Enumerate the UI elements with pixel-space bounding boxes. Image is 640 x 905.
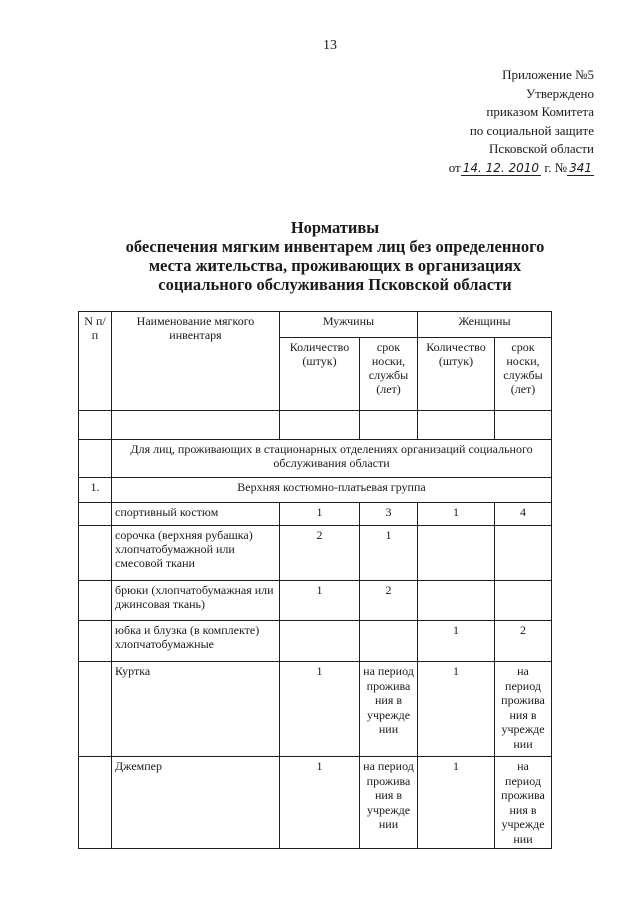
table-row <box>79 621 552 662</box>
order-label: приказом Комитета <box>486 104 594 119</box>
group-row <box>79 478 552 503</box>
header-number: N п/п <box>79 312 112 411</box>
appendix-label: Приложение №5 <box>502 67 594 82</box>
item-name: Джемпер <box>112 757 280 849</box>
men-term: 3 <box>360 503 418 526</box>
item-name: брюки (хлопчатобумажная или джинсовая ткань) <box>112 581 280 621</box>
men-term: 1 <box>360 526 418 581</box>
header-name: Наименование мягкого инвентаря <box>112 312 280 411</box>
women-qty <box>418 526 495 581</box>
header-women: Женщины <box>418 312 552 338</box>
table-row <box>79 581 552 621</box>
men-qty: 1 <box>280 662 360 757</box>
approved-label: Утверждено <box>525 85 594 101</box>
women-term <box>495 526 552 581</box>
group-name: Верхняя костюмно-платьевая группа <box>112 478 552 503</box>
row-number-cell <box>79 503 112 526</box>
row-number-cell <box>79 757 112 849</box>
spacer-cell <box>112 411 280 440</box>
table-spacer-row <box>79 411 552 440</box>
handwritten-order-number: 341 <box>569 160 592 175</box>
section-row <box>79 440 552 478</box>
table-row <box>79 526 552 581</box>
men-qty: 2 <box>280 526 360 581</box>
spacer-cell <box>280 411 360 440</box>
approval-block <box>334 66 594 177</box>
women-qty <box>418 581 495 621</box>
men-qty: 1 <box>280 503 360 526</box>
date-prefix: от <box>448 159 461 175</box>
item-name: спортивный костюм <box>112 503 280 526</box>
women-term: на период прожива ния в учрежде нии <box>495 662 552 757</box>
document-title <box>100 218 570 294</box>
committee-label: по социальной защите <box>469 122 594 138</box>
women-term <box>495 581 552 621</box>
title-line-1: Нормативы <box>290 218 380 237</box>
women-term: на период прожива ния в учрежде нии <box>495 757 552 849</box>
header-men-term: срок носки, службы (лет) <box>360 338 418 411</box>
men-qty <box>280 621 360 662</box>
women-qty: 1 <box>418 757 495 849</box>
men-qty: 1 <box>280 581 360 621</box>
women-qty: 1 <box>418 503 495 526</box>
men-term: на период прожива ния в учрежде нии <box>360 662 418 757</box>
women-term: 4 <box>495 503 552 526</box>
group-number: 1. <box>79 478 112 503</box>
men-term <box>360 621 418 662</box>
header-women-qty: Количество (штук) <box>418 338 495 411</box>
item-name: Куртка <box>112 662 280 757</box>
page-number: 13 <box>323 38 337 53</box>
handwritten-date: 14. 12. 2010 <box>462 160 540 175</box>
table-row <box>79 757 552 849</box>
row-number-cell <box>79 581 112 621</box>
row-number-cell <box>79 621 112 662</box>
spacer-cell <box>360 411 418 440</box>
section-title: Для лиц, проживающих в стационарных отделениях организаций социального обслуживания области <box>112 440 552 478</box>
row-number-cell <box>79 526 112 581</box>
header-women-term: срок носки, службы (лет) <box>495 338 552 411</box>
women-term: 2 <box>495 621 552 662</box>
table-header-row <box>79 312 552 338</box>
men-term: на период прожива ния в учрежде нии <box>360 757 418 849</box>
header-men-qty: Количество (штук) <box>280 338 360 411</box>
order-date-line <box>334 159 594 178</box>
row-number-cell <box>79 662 112 757</box>
title-line-3: места жительства, проживающих в организациях <box>148 256 522 275</box>
header-men: Мужчины <box>280 312 418 338</box>
spacer-cell <box>79 411 112 440</box>
date-suffix: г. № <box>544 159 568 175</box>
spacer-cell <box>495 411 552 440</box>
spacer-cell <box>418 411 495 440</box>
norms-table <box>78 311 552 849</box>
section-number-cell <box>79 440 112 478</box>
item-name: сорочка (верхняя рубашка) хлопчатобумажной или смесовой ткани <box>112 526 280 581</box>
table-row <box>79 662 552 757</box>
women-qty: 1 <box>418 621 495 662</box>
women-qty: 1 <box>418 662 495 757</box>
table-row <box>79 503 552 526</box>
title-line-2: обеспечения мягким инвентарем лиц без определенного <box>125 237 545 256</box>
item-name: юбка и блузка (в комплекте) хлопчатобумажные <box>112 621 280 662</box>
men-term: 2 <box>360 581 418 621</box>
title-line-4: социального обслуживания Псковской области <box>158 275 512 294</box>
men-qty: 1 <box>280 757 360 849</box>
region-label: Псковской области <box>489 141 594 156</box>
